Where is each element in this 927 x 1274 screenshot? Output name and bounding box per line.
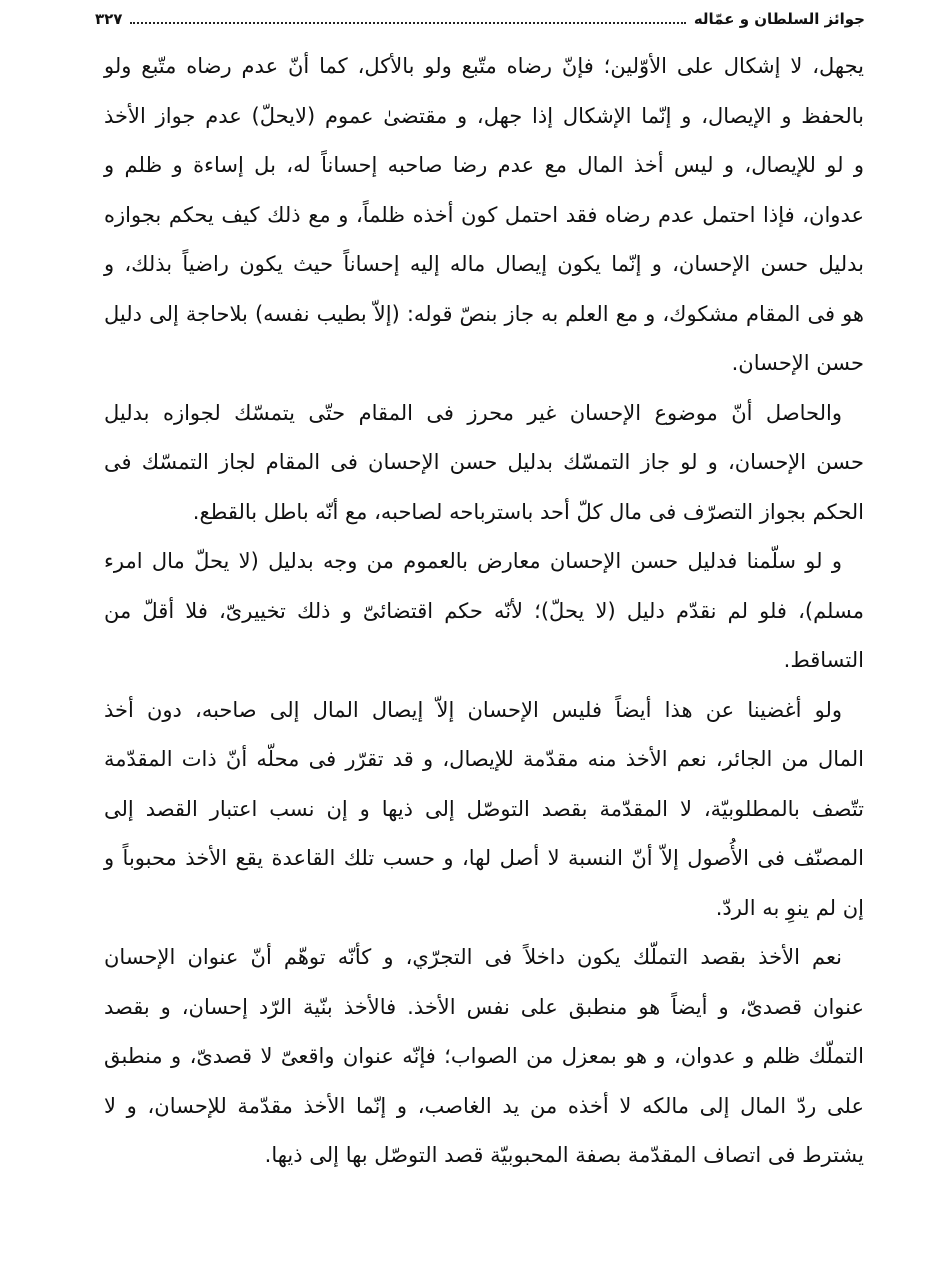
text-line: هو فى المقام مشكوك، و مع العلم به جاز بنصّ قوله: (إلاّ بطيب نفسه) بلاحاجة إلى دليل xyxy=(104,301,864,326)
running-header xyxy=(95,6,865,32)
text-line: التساقط. xyxy=(783,648,864,672)
text-line: المصنّف فى الأُصول إلاّ أنّ النسبة لا أصل لها، و حسب تلك القاعدة يقع الأخذ محبوباً و xyxy=(104,846,864,870)
text-line: يشترط فى اتصاف المقدّمة بصفة المحبوبيّة قصد التوصّل بها إلى ذيها. xyxy=(264,1143,864,1167)
text-line: عدوان، فإذا احتمل عدم رضاه فقد احتمل كون أخذه ظلماً، و مع ذلك كيف يحكم بجوازه xyxy=(104,202,864,227)
text-line: نعم الأخذ بقصد التملّك يكون داخلاً فى التجرّي، و كأنّه توهّم أنّ عنوان الإحسان xyxy=(104,945,842,969)
running-title: جوائز السلطان و عمّاله xyxy=(693,10,865,28)
text-line: و لو سلّمنا فدليل حسن الإحسان معارض بالعموم من وجه بدليل (لا يحلّ مال امرء xyxy=(104,549,842,573)
text-line: المال من الجائر، نعم الأخذ منه مقدّمة للإيصال، و قد تقرّر فى محلّه أنّ ذات المقدّمة xyxy=(104,747,864,771)
text-line: مسلم)، فلو لم نقدّم دليل (لا يحلّ)؛ لأنّه حكم اقتضائىّ و ذلك تخييرىّ، فلا أقلّ من xyxy=(104,598,864,623)
text-line: بالحفظ و الإيصال، و إنّما الإشكال إذا جهل، و مقتضىٰ عموم (لايحلّ) عدم جواز الأخذ xyxy=(104,103,864,128)
text-line: بدليل حسن الإحسان، و إنّما يكون إيصال ماله إليه إحساناً حيث يكون راضياً بذلك، و xyxy=(104,252,864,276)
text-line: على ردّ المال إلى مالكه لا أخذه من يد الغاصب، و إنّما الأخذ مقدّمة للإحسان، و لا xyxy=(104,1093,864,1118)
text-line: ولو أغضينا عن هذا أيضاً فليس الإحسان إلاّ إيصال المال إلى صاحبه، دون أخذ xyxy=(104,697,842,722)
page-number: ٣٢٧ xyxy=(95,10,123,28)
text-line: حسن الإحسان. xyxy=(731,351,864,375)
text-line: عنوان قصدىّ، و أيضاً هو منطبق على نفس الأخذ. فالأخذ بنّية الرّد إحسان، و بقصد xyxy=(104,994,864,1019)
leader-dots xyxy=(130,22,685,24)
text-line: والحاصل أنّ موضوع الإحسان غير محرز فى المقام حتّى يتمسّك لجوازه بدليل xyxy=(104,400,842,425)
text-line: يجهل، لا إشكال على الأوّلين؛ فإنّ رضاه متّبع ولو بالأكل، كما أنّ عدم رضاه متّبع ولو xyxy=(104,54,864,78)
page-body-text xyxy=(104,42,864,1181)
text-line: حسن الإحسان، و لو جاز التمسّك بدليل حسن الإحسان فى المقام لجاز التمسّك فى xyxy=(104,450,864,474)
text-line: تتّصف بالمطلوبيّة، لا المقدّمة بقصد التوصّل إلى ذيها و إن نسب اعتبار القصد إلى xyxy=(104,796,864,821)
text-line: الحكم بجواز التصرّف فى مال كلّ أحد باسترباحه لصاحبه، مع أنّه باطل بالقطع. xyxy=(192,499,864,524)
text-line: إن لم ينوِ به الردّ. xyxy=(715,895,864,920)
text-line: و لو للإيصال، و ليس أخذ المال مع عدم رضا صاحبه إحساناً له، بل إساءة و ظلم و xyxy=(104,153,864,177)
text-line: التملّك ظلم و عدوان، و هو بمعزل من الصواب؛ فإنّه عنوان واقعىّ لا قصدىّ، و منطبق xyxy=(104,1044,864,1068)
